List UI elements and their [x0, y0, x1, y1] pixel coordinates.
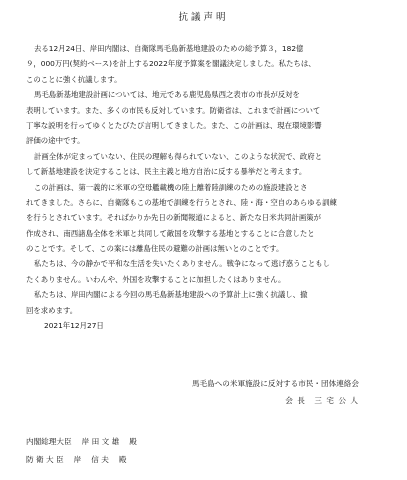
recipients-block: [26, 433, 137, 469]
recipient-prime-minister: 内閣総理大臣 岸 田 文 雄 殿: [26, 437, 137, 446]
paragraph-4: [26, 180, 388, 257]
paragraph-line: 回を求めます。: [26, 305, 78, 315]
document-body: [26, 41, 388, 333]
document-date: 2021年12月27日: [44, 321, 104, 331]
paragraph-1: [26, 41, 388, 87]
paragraph-line: 私たちは、岸田内閣による今回の馬毛島新基地建設への予算計上に強く抗議し、撤: [34, 290, 308, 300]
paragraph-line: 去る12月24日、岸田内閣は、自衛隊馬毛島新基地建設のための総予算３，182億: [34, 44, 304, 53]
document-title: 抗議声明: [178, 12, 229, 23]
paragraph-line: 計画全体が定まっていない、住民の理解も得られていない、このような状況で、政府と: [34, 151, 323, 161]
paragraph-line: を行うとされています。そればかりか先日の新聞報道によると、新たな日米共同計画策が: [26, 213, 322, 223]
paragraph-2: [26, 87, 388, 149]
recipient-defense-minister: 防 衛 大 臣 岸 信 夫 殿: [26, 455, 127, 464]
paragraph-5: [26, 256, 388, 287]
paragraph-line: 馬毛島新基地建設計画については、地元である鹿児島県西之表市の市長が反対を: [34, 90, 300, 100]
paragraph-line: 表明しています。また、多くの市民も反対しています。防衛省は、これまで計画について: [26, 105, 321, 115]
paragraph-3: [26, 149, 388, 180]
paragraph-line: ９，000万円(契約ベース)を計上する2022年度予算案を閣議決定しました。私たちは、: [26, 59, 316, 69]
paragraph-line: 作成され、南西諸島全体を米軍と共同して敵国を攻撃する基地とすることに合意したと: [26, 228, 315, 238]
paragraph-line: のことです。そして、この案には離島住民の避難の計画は無いとのことです。: [26, 244, 284, 254]
signature-chair: 会 長 三 宅 公 人: [285, 396, 359, 405]
paragraph-line: たくありません。いわんや、外国を攻撃することに加担したくはありません。: [26, 274, 286, 284]
paragraph-line: れてきました。さらに、自衛隊もこの基地で訓練を行うとされ、陸・海・空自のあらゆる訓練: [26, 197, 337, 207]
paragraph-line: 評価の途中です。: [26, 136, 85, 146]
paragraph-line: 私たちは、今の静かで平和な生活を失いたくありません。戦争になって逃げ惑うこともし: [34, 259, 331, 269]
paragraph-line: 丁寧な説明を行ってゆくとたびたび言明してきました。また、この計画は、現在環境影響: [26, 120, 322, 130]
paragraph-line: この計画は、第一義的に米軍の空母艦載機の陸上離着陸訓練のための施設建設とさ: [34, 182, 308, 192]
paragraph-line: して新基地建設を決定することは、民主主義と地方自治に反する暴挙だと考えます。: [26, 167, 307, 177]
paragraph-6: [26, 287, 388, 318]
signature-organization: 馬毛島への米軍施設に反対する市民・団体連絡会: [191, 379, 359, 388]
paragraph-line: このことに強く抗議します。: [26, 74, 122, 84]
